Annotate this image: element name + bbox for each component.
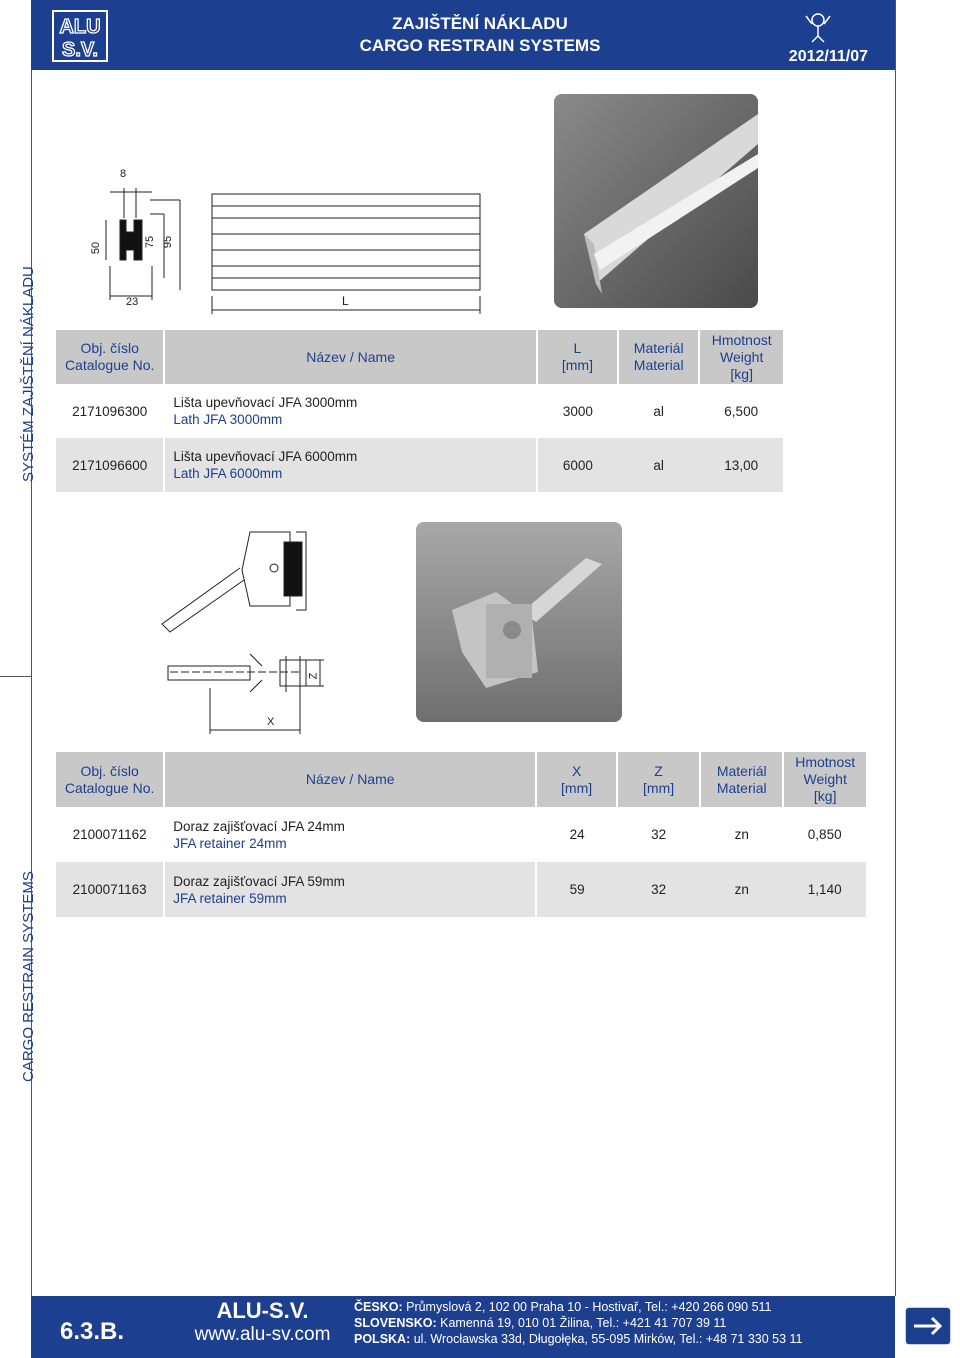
col-z-unit: [mm] — [643, 779, 675, 796]
retainer-table — [56, 752, 866, 917]
row-l: 3000 — [562, 403, 593, 419]
row-z: 32 — [617, 862, 700, 917]
footer-address-pl — [354, 1332, 803, 1346]
col-mat-cz: Materiál — [633, 340, 684, 356]
footer-address-cz — [354, 1300, 772, 1314]
mascot-icon — [800, 12, 836, 44]
dim-length: L — [342, 294, 349, 308]
lath-table — [56, 330, 783, 492]
svg-text:ALU: ALU — [59, 16, 101, 38]
row-code: 2100071163 — [56, 862, 164, 917]
sidebar-label-top: SYSTÉM ZAJIŠTĚNÍ NÁKLADU — [20, 266, 37, 482]
row-name-en: JFA retainer 24mm — [173, 835, 287, 851]
row-weight: 6,500 — [724, 403, 759, 419]
row-z: 32 — [651, 827, 667, 842]
col-weight-unit: [kg] — [730, 365, 753, 382]
col-z: Z — [654, 762, 663, 779]
section-number: 6.3.B. — [60, 1318, 125, 1345]
col-code-cz: Obj. číslo — [80, 340, 139, 356]
footer-cz-text: Průmyslová 2, 102 00 Praha 10 - Hostivař, Tel.: +420 266 090 511 — [406, 1300, 772, 1314]
dim-75: 75 — [144, 235, 157, 249]
row-material: al — [618, 438, 699, 492]
row-l: 6000 — [537, 438, 618, 492]
row-code: 2171096300 — [56, 384, 164, 438]
col-mat-en: Material — [633, 357, 684, 373]
dim-z: Z — [307, 672, 320, 680]
col-x: X — [571, 762, 582, 779]
header-date: 2012/11/07 — [788, 48, 868, 65]
left-border — [31, 70, 32, 1296]
row-name-cz: Doraz zajišťovací JFA 24mm — [173, 818, 345, 834]
col-l-unit: [mm] — [561, 357, 593, 373]
header-title-en: CARGO RESTRAIN SYSTEMS — [359, 36, 601, 55]
left-tick — [0, 676, 31, 677]
col-mat-en: Material — [716, 779, 767, 796]
row-x: 59 — [536, 862, 617, 917]
row-material: al — [653, 403, 664, 419]
retainer-technical-drawing — [150, 520, 390, 740]
row-material: zn — [700, 862, 783, 917]
footer-address-sk — [354, 1316, 726, 1330]
svg-text:S.V.: S.V. — [62, 39, 98, 61]
col-code-en: Catalogue No. — [64, 357, 155, 373]
footer-sk-label: SLOVENSKO: — [354, 1316, 437, 1330]
table-row — [56, 862, 866, 917]
header-title-cz: ZAJIŠTĚNÍ NÁKLADU — [392, 14, 568, 33]
next-page-arrow-icon[interactable] — [904, 1306, 952, 1346]
dim-width: 8 — [120, 168, 127, 180]
row-code: 2100071162 — [56, 807, 164, 862]
footer-website-link[interactable]: www.alu-sv.com — [194, 1324, 331, 1345]
lath-photo — [554, 94, 758, 308]
row-x: 24 — [569, 827, 585, 842]
col-weight-cz: Hmotnost — [795, 754, 856, 770]
footer-cz-label: ČESKO: — [354, 1300, 403, 1314]
row-name-cz: Lišta upevňovací JFA 3000mm — [173, 395, 358, 410]
row-name-cz: Doraz zajišťovací JFA 59mm — [173, 873, 345, 889]
row-name-en: Lath JFA 6000mm — [173, 466, 283, 481]
footer-pl-text: ul. Wrocławska 33d, Długołęka, 55-095 Mirków, Tel.: +48 71 330 53 11 — [413, 1332, 803, 1346]
col-weight-en: Weight — [803, 771, 847, 787]
sidebar-label-bottom: CARGO RESTRAIN SYSTEMS — [20, 871, 37, 1082]
footer-pl-label: POLSKA: — [354, 1332, 411, 1346]
row-weight: 0,850 — [807, 827, 842, 842]
col-weight-unit: [kg] — [813, 788, 837, 804]
dim-50: 50 — [90, 241, 103, 255]
row-code: 2171096600 — [56, 438, 164, 492]
lath-technical-drawing — [80, 160, 500, 320]
right-border — [895, 0, 896, 1296]
row-name-cz: Lišta upevňovací JFA 6000mm — [173, 449, 358, 464]
row-weight: 13,00 — [699, 438, 783, 492]
col-weight-en: Weight — [720, 348, 764, 365]
col-name: Název / Name — [164, 330, 536, 384]
col-code-en: Catalogue No. — [64, 779, 155, 796]
col-l: L — [573, 340, 582, 356]
table-row — [56, 438, 783, 492]
row-weight: 1,140 — [783, 862, 866, 917]
row-name-en: JFA retainer 59mm — [173, 890, 287, 906]
footer-sk-text: Kamenná 19, 010 01 Žilina, Tel.: +421 41 707 39 11 — [440, 1316, 727, 1330]
dim-base: 23 — [126, 296, 139, 308]
table-row — [56, 384, 783, 438]
dim-95: 95 — [162, 235, 175, 249]
retainer-photo — [416, 522, 622, 722]
col-weight-cz: Hmotnost — [711, 331, 772, 348]
col-code-cz: Obj. číslo — [80, 762, 139, 779]
dim-x: X — [267, 716, 275, 728]
row-name-en: Lath JFA 3000mm — [173, 412, 283, 427]
col-mat-cz: Materiál — [716, 762, 767, 779]
footer-brand: ALU-S.V. — [216, 1298, 309, 1323]
table-row — [56, 807, 866, 862]
col-x-unit: [mm] — [561, 779, 593, 796]
col-name: Název / Name — [164, 752, 536, 807]
row-material: zn — [734, 827, 749, 842]
